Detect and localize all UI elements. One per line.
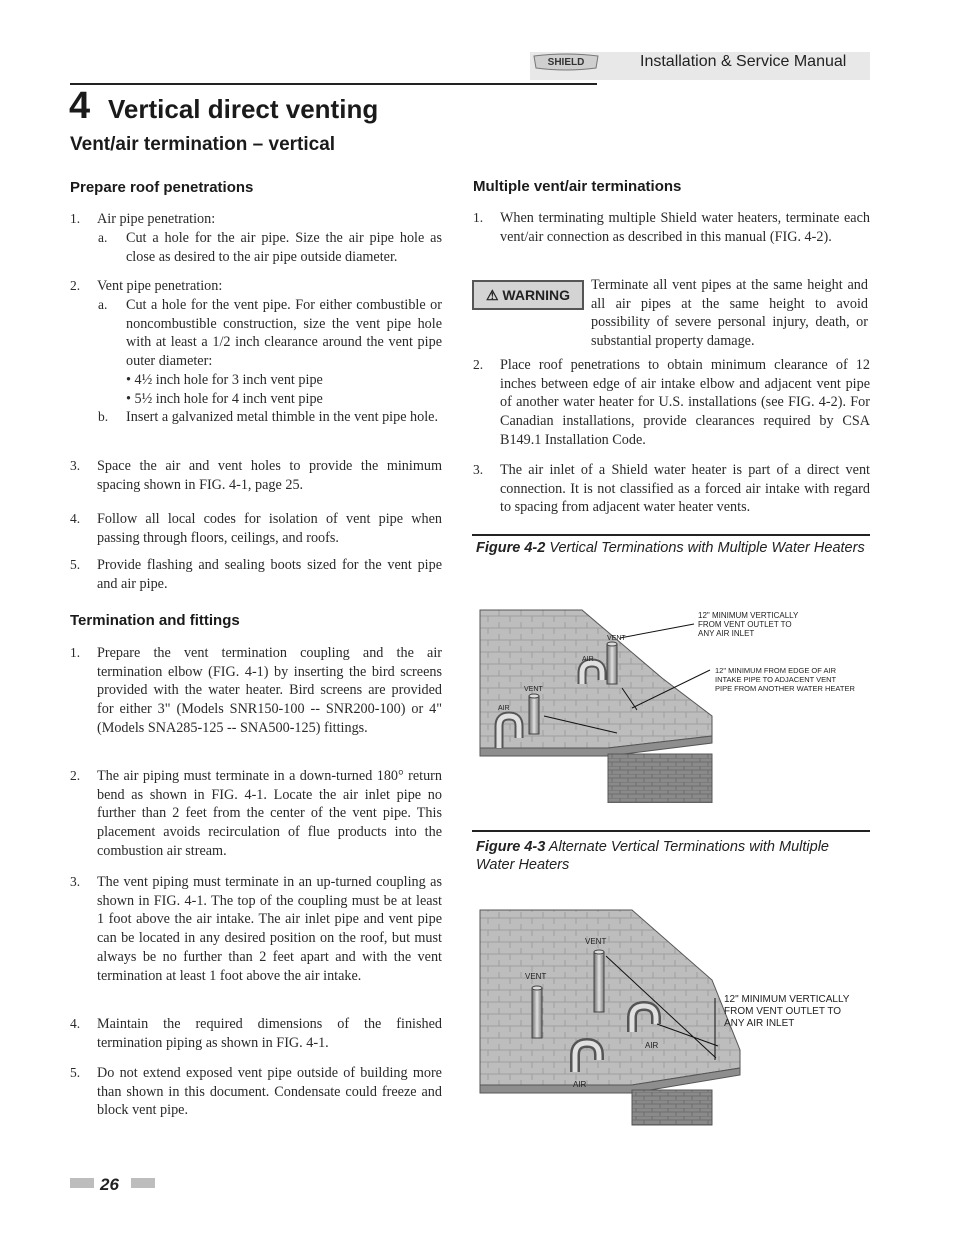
sub-item-text: Cut a hole for the air pipe. Size the air pipe hole as close as desired to the air pipe outside diameter. (126, 230, 442, 265)
list-number: 2. (70, 278, 81, 293)
list-item-text: Space the air and vent holes to provide the minimum spacing shown in FIG. 4-1, page 25. (97, 458, 442, 493)
list-number: 5. (70, 1065, 81, 1080)
list-item-text: The air inlet of a Shield water heater is part of a direct vent connection. It is not classified as a forced air intake with regard to spacing from adjacent water heater vents. (500, 462, 870, 516)
sub-item-letter: a. (98, 297, 108, 312)
list-item-text: Do not extend exposed vent pipe outside of building more than shown in this document. Condensate could freeze and block vent pipe. (97, 1065, 442, 1119)
warning-badge (472, 280, 584, 310)
list-item-text: Provide flashing and sealing boots sized for the vent pipe and air pipe. (97, 557, 442, 592)
sub-item-text: Cut a hole for the vent pipe. For either combustible or noncombustible construction, size the vent pipe hole with at least a 1/2 inch clearance around the vent pipe outer diameter: (126, 297, 442, 370)
header-rule (70, 83, 597, 85)
list-number: 5. (70, 557, 81, 572)
multiple-heading: Multiple vent/air terminations (473, 178, 682, 195)
list-number: 4. (70, 1016, 81, 1031)
list-item-text: Prepare the vent termination coupling and the air termination elbow (FIG. 4-1) by inserting the bird screens provided with the water heater. Bird screens are provided for either 3" (Models SNR150-100 -- SNR200-100) or 4" (Models SNA285-125 -- SNA500-125) fittings. (97, 645, 442, 736)
air-label: AIR (582, 656, 594, 663)
list-number: 3. (473, 462, 484, 477)
figure-4-3-diagram (472, 900, 872, 1130)
page-number: 26 (100, 1175, 119, 1194)
vent-label: VENT (585, 937, 607, 946)
figure-4-2-caption (476, 539, 868, 557)
list-number: 3. (70, 458, 81, 473)
bullet-item: • 5½ inch hole for 4 inch vent pipe (126, 391, 323, 407)
termination-heading: Termination and fittings (70, 612, 240, 629)
figure-caption-text: Vertical Terminations with Multiple Water Heaters (549, 540, 865, 556)
figure-4-2-diagram (472, 598, 872, 803)
footer-bar-right (131, 1178, 155, 1188)
list-number: 2. (70, 768, 81, 783)
warning-label (486, 287, 570, 304)
warning-triangle-icon: ⚠ (485, 286, 503, 303)
sub-item-text: Insert a galvanized metal thimble in the vent pipe hole. (126, 409, 439, 425)
list-item-text: Vent pipe penetration: (97, 278, 223, 294)
bullet-item: • 4½ inch hole for 3 inch vent pipe (126, 372, 323, 388)
sub-item-letter: b. (98, 409, 109, 424)
list-number: 3. (70, 874, 81, 889)
list-item-text: Follow all local codes for isolation of vent pipe when passing through floors, ceilings, and roofs. (97, 511, 442, 546)
sub-item-letter: a. (98, 230, 108, 245)
vent-label: VENT (525, 972, 547, 981)
list-number: 1. (70, 211, 81, 226)
list-item-text: When terminating multiple Shield water heaters, terminate each vent/air connection as described in this manual (FIG. 4-2). (500, 210, 870, 245)
list-number: 4. (70, 511, 81, 526)
figure-label: Figure 4-2 (476, 540, 546, 556)
shield-logo (532, 52, 600, 74)
svg-text:SHIELD: SHIELD (547, 57, 585, 68)
vent-label: VENT (607, 635, 626, 642)
callout-horizontal-clearance: 12" MINIMUM FROM EDGE OF AIR INTAKE PIPE TO ADJACENT VENT PIPE FROM ANOTHER WATER HEATER (715, 666, 855, 693)
air-label: AIR (498, 705, 510, 712)
figure-label: Figure 4-3 (476, 839, 546, 855)
figure-caption-text: Alternate Vertical Terminations with Multiple Water Heaters (476, 839, 829, 873)
air-label: AIR (573, 1080, 587, 1089)
chapter-number: 4 (69, 85, 91, 127)
warning-label-text: WARNING (502, 286, 571, 303)
manual-title: Installation & Service Manual (640, 53, 847, 70)
callout-vertical-clearance: 12" MINIMUM VERTICALLY FROM VENT OUTLET TO ANY AIR INLET (724, 994, 850, 1029)
prepare-heading: Prepare roof penetrations (70, 179, 254, 196)
air-label: AIR (645, 1041, 659, 1050)
footer-bar-left (70, 1178, 94, 1188)
list-item-text: The air piping must terminate in a down-turned 180° return bend as shown in FIG. 4-1. Locate the air inlet pipe no further than 2 feet from the center of the vent pipe. This placement avoids recirculation of flue products into the combustion air stream. (97, 768, 442, 859)
figure-rule (472, 830, 870, 832)
list-item-text: The vent piping must terminate in an up-turned coupling as shown in FIG. 4-1. The top of the coupling must be at least 1 foot above the air intake. The air inlet pipe and vent pipe can be located in any desired position on the roof, but must always be no further than 2 feet apart and with the vent termination at least 1 foot above the air intake. (97, 874, 442, 984)
warning-text: Terminate all vent pipes at the same height and all air pipes at the same height to avoid possibility of severe personal injury, death, or substantial property damage. (591, 277, 868, 350)
section-title: Vent/air termination – vertical (70, 134, 336, 155)
list-number: 1. (70, 645, 81, 660)
callout-vertical-clearance: 12" MINIMUM VERTICALLY FROM VENT OUTLET TO ANY AIR INLET (698, 611, 799, 638)
figure-rule (472, 534, 870, 536)
chapter-title: Vertical direct venting (108, 94, 379, 124)
list-number: 2. (473, 357, 484, 372)
list-item-text: Maintain the required dimensions of the finished termination piping as shown in FIG. 4-1. (97, 1016, 442, 1051)
list-item-text: Place roof penetrations to obtain minimum clearance of 12 inches between edge of air intake elbow and adjacent vent pipe of another water heater for U.S. installations (see FIG. 4-2). For Canadian installations, provide clearances required by CSA B149.1 Installation Code. (500, 357, 870, 448)
vent-label: VENT (524, 686, 543, 693)
figure-4-3-caption (476, 838, 868, 874)
list-number: 1. (473, 210, 484, 225)
list-item-text: Air pipe penetration: (97, 211, 216, 227)
